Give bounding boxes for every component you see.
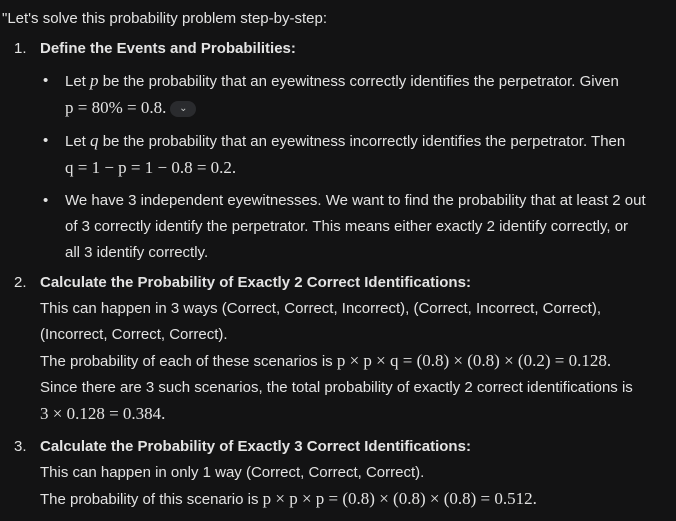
section-2	[0, 270, 676, 428]
math-var: q	[90, 131, 99, 150]
math-expression: p = 80% = 0.8.	[65, 98, 167, 117]
paragraph-line: Since there are 3 such scenarios, the total probability of exactly 2 correct identifications is	[40, 379, 633, 396]
paragraph-line: The probability of this scenario is p × p × p = (0.8) × (0.8) × (0.8) = 0.512.	[40, 489, 537, 508]
chevron-down-icon[interactable]: ⌄	[170, 101, 196, 117]
bullet-dot: •	[43, 72, 49, 89]
bullet-dot: •	[43, 132, 49, 149]
section-title: Define the Events and Probabilities:	[40, 40, 296, 57]
math-var: p	[90, 71, 99, 90]
section-title: Calculate the Probability of Exactly 3 Correct Identifications:	[40, 438, 471, 455]
section-3	[0, 434, 676, 513]
paragraph-line	[40, 401, 676, 428]
math-expression: p × p × p = (0.8) × (0.8) × (0.8) = 0.512.	[262, 489, 537, 508]
math-expression: q = 1 − p = 1 − 0.8 = 0.2.	[65, 158, 237, 177]
math-expression: p × p × q = (0.8) × (0.8) × (0.2) = 0.128.	[336, 351, 612, 370]
section-number: 2.	[14, 274, 27, 291]
paragraph-line: This can happen in only 1 way (Correct, Correct, Correct).	[40, 464, 425, 481]
paragraph-line: The probability of each of these scenarios is p × p × q = (0.8) × (0.8) × (0.2) = 0.128.	[40, 351, 612, 370]
section-number: 1.	[14, 40, 27, 57]
math-expression: 3 × 0.128 = 0.384.	[40, 404, 166, 423]
list-item: • We have 3 independent eyewitnesses. We want to find the probability that at least 2 out of 3 correctly identify the perpetrator. This means either exactly 2 identify correctly, or all 3 identify correctly.	[40, 188, 676, 266]
list-item: • Let q be the probability that an eyewitness incorrectly identifies the perpetrator. Then q = 1 − p = 1 − 0.8 = 0.2.	[40, 128, 676, 182]
bullet-dot: •	[43, 192, 49, 209]
section-title: Calculate the Probability of Exactly 2 Correct Identifications:	[40, 274, 471, 291]
section-1	[0, 36, 676, 266]
intro-text: "Let's solve this probability problem step-by-step:	[2, 10, 328, 27]
paragraph-line: This can happen in 3 ways (Correct, Correct, Incorrect), (Correct, Incorrect, Correct),	[40, 300, 601, 317]
paragraph-line: (Incorrect, Correct, Correct).	[40, 326, 228, 343]
list-item: • Let p be the probability that an eyewitness correctly identifies the perpetrator. Given p = 80% = 0.8. ⌄	[40, 68, 676, 122]
section-number: 3.	[14, 438, 27, 455]
bullet-list	[40, 68, 676, 266]
